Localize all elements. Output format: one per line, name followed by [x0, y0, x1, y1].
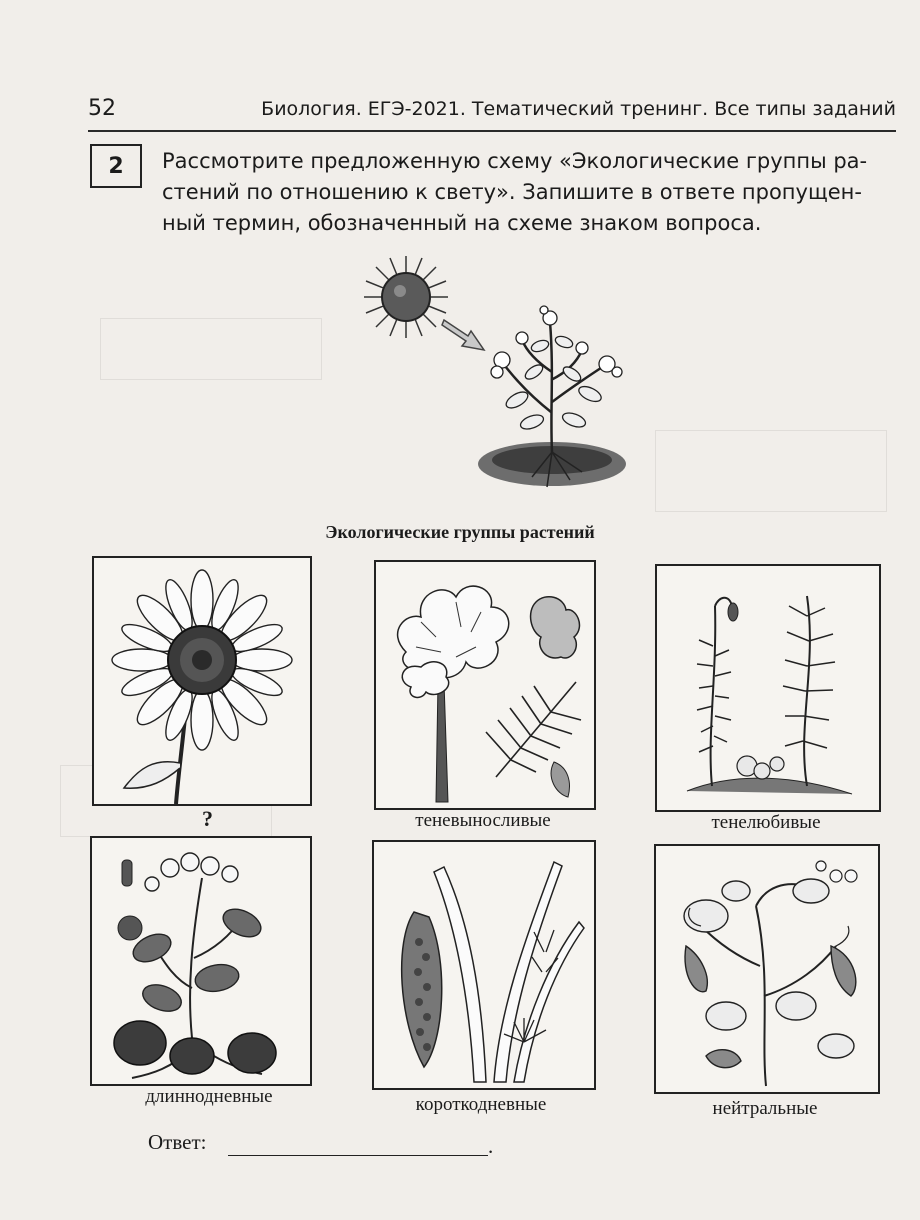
page-number: 52 — [88, 96, 116, 121]
sunflower-icon — [94, 558, 310, 804]
group-card-short-day — [372, 840, 596, 1090]
running-title: Биология. ЕГЭ-2021. Тематический тренинг. Все типы заданий — [261, 98, 896, 120]
task-number: 2 — [108, 153, 124, 179]
answer-field[interactable] — [228, 1155, 488, 1156]
bleed-through-box — [100, 318, 322, 380]
group-caption-shade-loving: тенелюбивые — [711, 812, 821, 833]
corn-icon — [374, 842, 594, 1088]
group-card-shade-tolerant — [374, 560, 596, 810]
pea-plant-icon — [656, 846, 878, 1092]
scheme-title: Экологические группы растений — [325, 522, 595, 542]
task-statement — [162, 146, 894, 239]
answer-period: . — [488, 1134, 494, 1158]
group-caption-shade-tolerant: теневыносливые — [415, 810, 551, 831]
group-card-neutral — [654, 844, 880, 1094]
plant-icon — [472, 302, 632, 502]
potato-plant-icon — [92, 838, 310, 1084]
group-card-unknown — [92, 556, 312, 806]
group-card-long-day — [90, 836, 312, 1086]
group-caption-neutral: нейтральные — [712, 1098, 818, 1119]
group-caption-short-day: короткодневные — [415, 1094, 547, 1115]
page-header — [88, 96, 896, 126]
task-line: ный термин, обозначенный на схеме знаком вопроса. — [162, 211, 762, 235]
moss-icon — [657, 566, 879, 810]
header-rule — [88, 130, 896, 132]
question-mark: ? — [202, 806, 213, 831]
group-caption-long-day: длиннодневные — [145, 1086, 273, 1107]
tree-icon — [376, 562, 594, 808]
task-line: Рассмотрите предложенную схему «Экологические группы ра- — [162, 149, 868, 173]
group-card-shade-loving — [655, 564, 881, 812]
bleed-through-box — [655, 430, 887, 512]
answer-label: Ответ: — [148, 1130, 207, 1154]
task-number-box — [90, 144, 142, 188]
task-line: стений по отношению к свету». Запишите в ответе пропущен- — [162, 180, 862, 204]
